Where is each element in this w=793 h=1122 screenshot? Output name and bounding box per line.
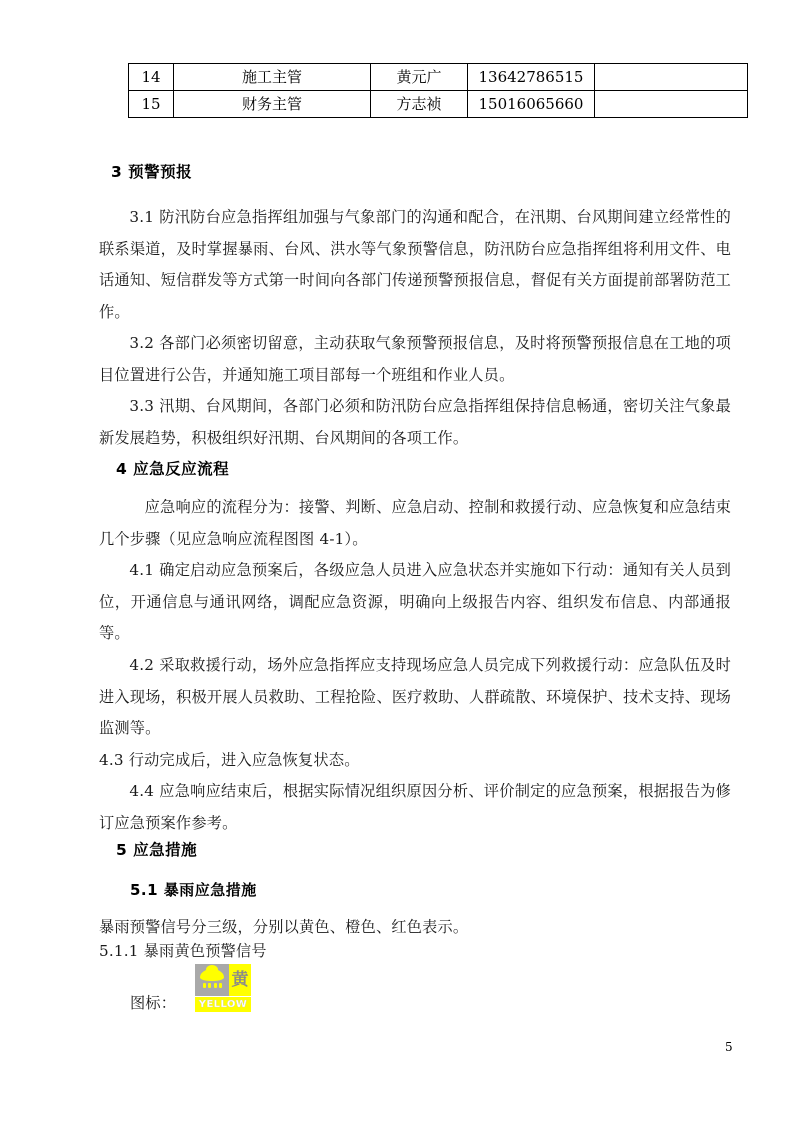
cell-no: 14 <box>129 64 174 91</box>
paragraph-4-4: 4.4 应急响应结束后，根据实际情况组织原因分析、评价制定的应急预案，根据报告为修订应急预案作参考。 <box>99 782 731 832</box>
cell-blank <box>595 64 748 91</box>
warning-icon-banner <box>195 997 251 1012</box>
raindrop <box>208 983 211 988</box>
warning-icon-top <box>195 964 251 996</box>
paragraph-4-3: 4.3 行动完成后，进入应急恢复状态。 <box>99 751 360 769</box>
paragraph-3-2: 3.2 各部门必须密切留意，主动获取气象预警预报信息，及时将预警预报信息在工地的项目位置进行公告，并通知施工项目部每一个班组和作业人员。 <box>99 334 731 384</box>
raindrop <box>214 983 217 988</box>
warning-icon-banner-text: YELLOW <box>198 998 248 1010</box>
paragraph-3-3: 3.3 汛期、台风期间，各部门必须和防汛防台应急指挥组保持信息畅通，密切关注气象最新发展趋势，积极组织好汛期、台风期间的各项工作。 <box>99 397 731 447</box>
warning-level-character-box <box>229 964 251 996</box>
heading-section-5-1: 5.1 暴雨应急措施 <box>130 881 257 899</box>
table-body <box>129 64 748 118</box>
cell-phone: 15016065660 <box>468 91 595 118</box>
raindrop <box>203 983 206 988</box>
cell-phone: 13642786515 <box>468 64 595 91</box>
heading-section-5: 5 应急措施 <box>116 841 198 859</box>
cell-role: 施工主管 <box>174 64 371 91</box>
heading-section-4: 4 应急反应流程 <box>116 460 230 478</box>
cell-role: 财务主管 <box>174 91 371 118</box>
icon-label-row <box>130 992 176 1013</box>
heading-section-5-1-1: 5.1.1 暴雨黄色预警信号 <box>99 942 267 960</box>
rain-cloud-icon <box>195 964 229 996</box>
paragraph-4-1: 4.1 确定启动应急预案后，各级应急人员进入应急状态并实施如下行动：通知有关人员到位，开通信息与通讯网络，调配应急资源，明确向上级报告内容、组织发布信息、内部通报等。 <box>99 561 731 642</box>
contacts-table <box>128 63 748 118</box>
cell-blank <box>595 91 748 118</box>
cell-name: 方志祯 <box>371 91 468 118</box>
paragraph-5-1-text: 暴雨预警信号分三级，分别以黄色、橙色、红色表示。 <box>99 918 469 936</box>
cell-no: 15 <box>129 91 174 118</box>
heading-section-3: 3 预警预报 <box>111 163 193 181</box>
cell-name: 黄元广 <box>371 64 468 91</box>
warning-icon-inner <box>195 964 251 1012</box>
page-number: 5 <box>725 1040 733 1054</box>
table-row <box>129 91 748 118</box>
rainstorm-yellow-warning-icon <box>193 962 253 1014</box>
paragraph-4-2: 4.2 采取救援行动，场外应急指挥应支持现场应急人员完成下列救援行动：应急队伍及时进入现场，积极开展人员救助、工程抢险、医疗救助、人群疏散、环境保护、技术支持、现场监测等。 <box>99 656 731 737</box>
raindrop <box>219 983 222 988</box>
raindrops-shape <box>203 983 222 988</box>
paragraph-4-0: 应急响应的流程分为：接警、判断、应急启动、控制和救援行动、应急恢复和应急结束几个步骤（见应急响应流程图图 4-1）。 <box>99 498 731 548</box>
warning-level-character: 黄 <box>231 969 249 990</box>
table-row <box>129 64 748 91</box>
paragraph-3-1: 3.1 防汛防台应急指挥组加强与气象部门的沟通和配合，在汛期、台风期间建立经常性的联系渠道，及时掌握暴雨、台风、洪水等气象预警信息，防汛防台应急指挥组将利用文件、电话通知、短信群发等方式第一时间向各部门传递预警预报信息，督促有关方面提前部署防范工作。 <box>99 208 731 321</box>
cloud-shape <box>200 969 224 981</box>
icon-label: 图标： <box>130 994 177 1012</box>
